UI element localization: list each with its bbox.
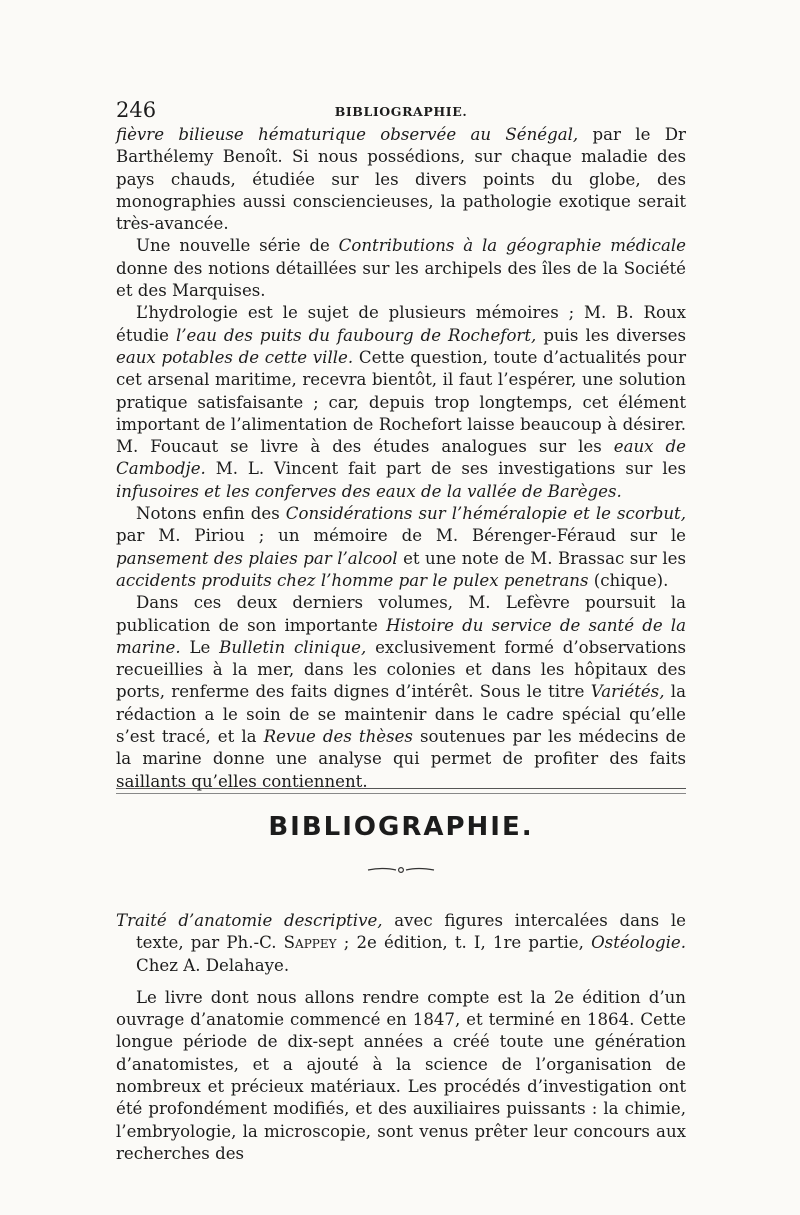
italic-title: eaux de Cambodje. <box>116 437 686 479</box>
page-number: 246 <box>116 98 157 122</box>
text-run: soutenues par les médecins de la marine donne une analyse qui permet de profiter des faits saillants qu’elles contiennent. <box>116 727 686 791</box>
section-title: BIBLIOGRAPHIE. <box>268 812 534 842</box>
italic-title: pansement des plaies par l’alcool <box>116 548 398 568</box>
paragraph: Le livre dont nous allons rendre compte est la 2e édition d’un ouvrage d’anatomie commencé en 1847, et terminé en 1864. Cette longue période de dix-sept années a créé toute une génération d’anatomistes, et a ajouté à la science de l’organisation de nombreux et précieux matériaux. Les procédés d’investigation ont été profondément modifiés, et des auxiliaires puissants : la chimie, l’embryologie, la microscopie, sont venus prêter leur concours aux recherches des <box>116 987 686 1163</box>
running-title: BIBLIOGRAPHIE. <box>334 104 468 119</box>
italic-title: Ostéologie. <box>591 933 686 953</box>
text-run: Une nouvelle série de <box>136 236 339 256</box>
text-run: (chique). <box>588 570 669 590</box>
text-run: par M. Piriou ; un mémoire de M. Bérenger-Féraud sur le <box>116 526 686 546</box>
running-header <box>116 98 686 124</box>
text-run: donne des notions détaillées sur les archipels des îles de la Société et des Marquises. <box>116 258 686 301</box>
paragraph <box>116 124 686 235</box>
text-run: Chez A. Delahaye. <box>136 955 290 975</box>
text-run: L’hydrologie est le sujet de plusieurs mémoires ; M. B. Roux étudie <box>116 303 686 345</box>
italic-title: Variétés, <box>590 682 665 702</box>
italic-title: Considérations sur l’héméralopie et le scorbut, <box>285 504 686 524</box>
italic-title: infusoires et les conferves des eaux de la vallée de Barèges. <box>116 481 622 501</box>
spacer <box>116 977 686 987</box>
italic-title: accidents produits chez l’homme par le pulex penetrans <box>116 570 589 590</box>
text-run: par le Dr Barthélemy Benoît. Si nous possédions, sur chaque maladie des pays chauds, étudiée sur les divers points du globe, des monographies aussi consciencieuses, la pathologie exotique serait très-avancée. <box>116 125 686 234</box>
paragraph <box>116 235 686 302</box>
text-run: puis les diverses <box>536 325 686 345</box>
book-review <box>116 910 686 1165</box>
paragraph <box>116 302 686 503</box>
text-run: M. L. Vincent fait part de ses investigations sur les <box>205 459 686 479</box>
text-run: la rédaction a le soin de se maintenir dans le cadre spécial qu’elle s’est tracé, et la <box>116 682 686 747</box>
text-run: et une note de M. Brassac sur les <box>397 548 686 568</box>
section-divider <box>116 788 686 789</box>
continued-article-text <box>116 124 686 793</box>
italic-title: Traité d’anatomie descriptive, <box>116 911 383 930</box>
text-run: avec figures intercalées dans le texte, par Ph.-C. <box>136 911 686 953</box>
ornament-icon <box>366 864 436 876</box>
paragraph <box>116 503 686 592</box>
text-run: Le <box>180 637 220 657</box>
citation <box>116 910 686 977</box>
italic-title: Revue des thèses <box>263 727 413 747</box>
italic-title: Contributions à la géographie médicale <box>338 236 686 256</box>
italic-title: l’eau des puits du faubourg de Rochefort, <box>175 325 537 345</box>
italic-title: Bulletin clinique, <box>219 637 367 657</box>
author-name: Sappey <box>283 933 337 953</box>
paragraph <box>116 592 686 793</box>
text-run: Notons enfin des <box>136 504 286 524</box>
text-run: Cette question, toute d’actualités pour cet arsenal maritime, recevra bientôt, il faut l’espérer, une solution pratique satisfaisante ; car, depuis trop longtemps, cet élément important de l’alimentation de Rochefort laisse beaucoup à désirer. M. Foucaut se livre à des études analogues sur les <box>116 347 687 457</box>
italic-title: Histoire du service de santé de la marine. <box>116 615 686 657</box>
italic-title: eaux potables de cette ville. <box>116 347 354 367</box>
section-divider <box>116 793 686 794</box>
italic-title: fièvre bilieuse hématurique observée au Sénégal, <box>116 125 579 144</box>
text-run: exclusivement formé d’observations recueillies à la mer, dans les colonies et dans les hôpitaux des ports, renferme des faits dignes d’intérêt. Sous le titre <box>116 637 686 702</box>
text-run: ; 2e édition, t. I, 1re partie, <box>336 933 592 953</box>
text-run: Dans ces deux derniers volumes, M. Lefèvre poursuit la publication de son importante <box>116 593 686 635</box>
